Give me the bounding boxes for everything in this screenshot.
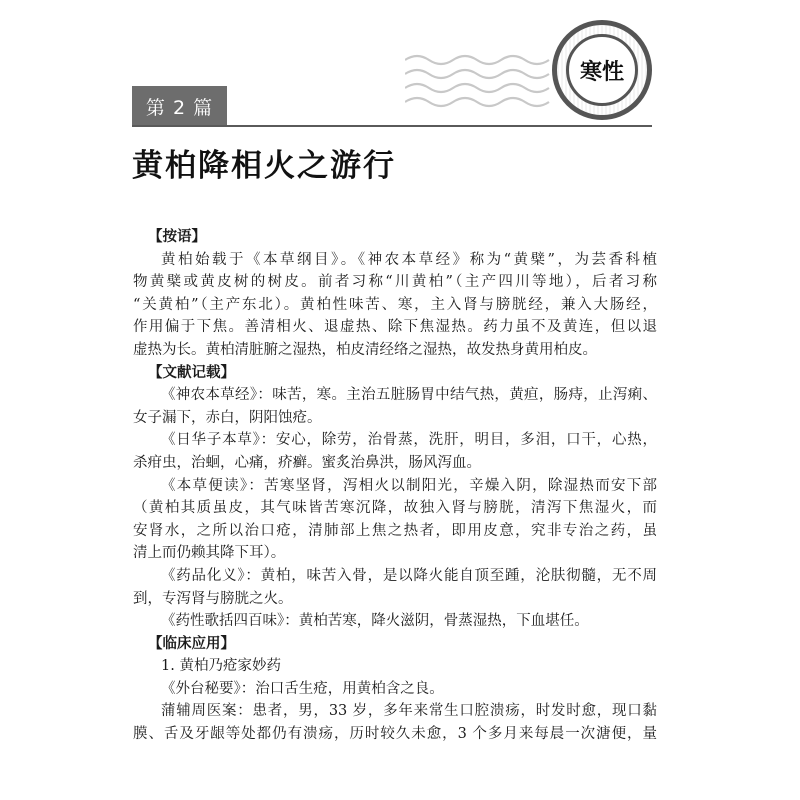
paragraph-line: 虚热为长。黄柏清脏腑之湿热，柏皮清经络之湿热，故发热身黄用柏皮。	[133, 341, 597, 358]
article-body	[133, 226, 657, 746]
paragraph-line: 《本草便读》：苦寒坚肾，泻相火以制阳光，辛燥入阴，除湿热而安下部	[161, 477, 657, 494]
paragraph-line: 作用偏于下焦。善清相火、退虚热、除下焦湿热。药力虽不及黄连，但以退	[133, 319, 657, 336]
paragraph-line: 膜、舌及牙龈等处都仍有溃疡，历时较久未愈，3 个多月来每晨一次溏便，量	[133, 726, 657, 743]
header-divider	[132, 125, 652, 127]
paragraph-line: 《日华子本草》：安心，除劳，治骨蒸，洗肝，明目，多泪，口干，心热，	[161, 432, 657, 449]
section-heading-literature: 【文献记载】	[148, 364, 235, 381]
section-heading-commentary: 【按语】	[148, 229, 206, 245]
paragraph-line: （黄柏其质虽皮，其气味皆苦寒沉降，故独入肾与膀胱，清泻下焦湿火，而	[133, 500, 657, 517]
paragraph-line: 《神农本草经》：味苦，寒。主治五脏肠胃中结气热，黄疸，肠痔，止泻痢、	[161, 387, 657, 404]
paragraph-line: 蒲辅周医案：患者，男，33 岁，多年来常生口腔溃疡，时发时愈，现口黏	[161, 703, 657, 720]
chapter-label: 第 2 篇	[132, 86, 227, 126]
paragraph-line: 安肾水，之所以治口疮，清肺部上焦之热者，即用皮意，究非专治之药，虽	[133, 522, 657, 539]
paragraph-line: 《药性歌括四百味》：黄柏苦寒，降火滋阴，骨蒸湿热，下血堪任。	[161, 613, 589, 630]
category-stamp-badge	[552, 20, 652, 120]
paragraph-line: 物黄檗或黄皮树的树皮。前者习称“川黄柏”（主产四川等地），后者习称	[133, 274, 657, 291]
section-heading-clinical: 【临床应用】	[148, 635, 235, 652]
paragraph-line: 清上而仍赖其降下耳）。	[133, 545, 286, 562]
paragraph-line: “关黄柏”（主产东北）。黄柏性味苦、寒，主入肾与膀胱经，兼入大肠经，	[133, 296, 657, 313]
subsection-heading: 1. 黄柏乃疮家妙药	[161, 658, 281, 675]
paragraph-line: 到，专泻肾与膀胱之火。	[133, 590, 293, 607]
page-title: 黄柏降相火之游行	[132, 148, 396, 184]
stamp-label: 寒性	[566, 34, 638, 106]
paragraph-line: 女子漏下，赤白，阴阳蚀疮。	[133, 409, 322, 426]
paragraph-line: 黄柏始载于《本草纲目》。《神农本草经》称为“黄檗”，为芸香科植	[161, 251, 657, 268]
paragraph-line: 杀疳虫，治蛔，心痛，疥癣。蜜炙治鼻洪，肠风泻血。	[133, 454, 481, 471]
paragraph-line: 《外台秘要》：治口舌生疮，用黄柏含之良。	[161, 680, 444, 697]
paragraph-line: 《药品化义》：黄柏，味苦入骨，是以降火能自顶至踵，沦肤彻髓，无不周	[161, 567, 657, 584]
postmark-lines-decoration	[405, 48, 555, 120]
